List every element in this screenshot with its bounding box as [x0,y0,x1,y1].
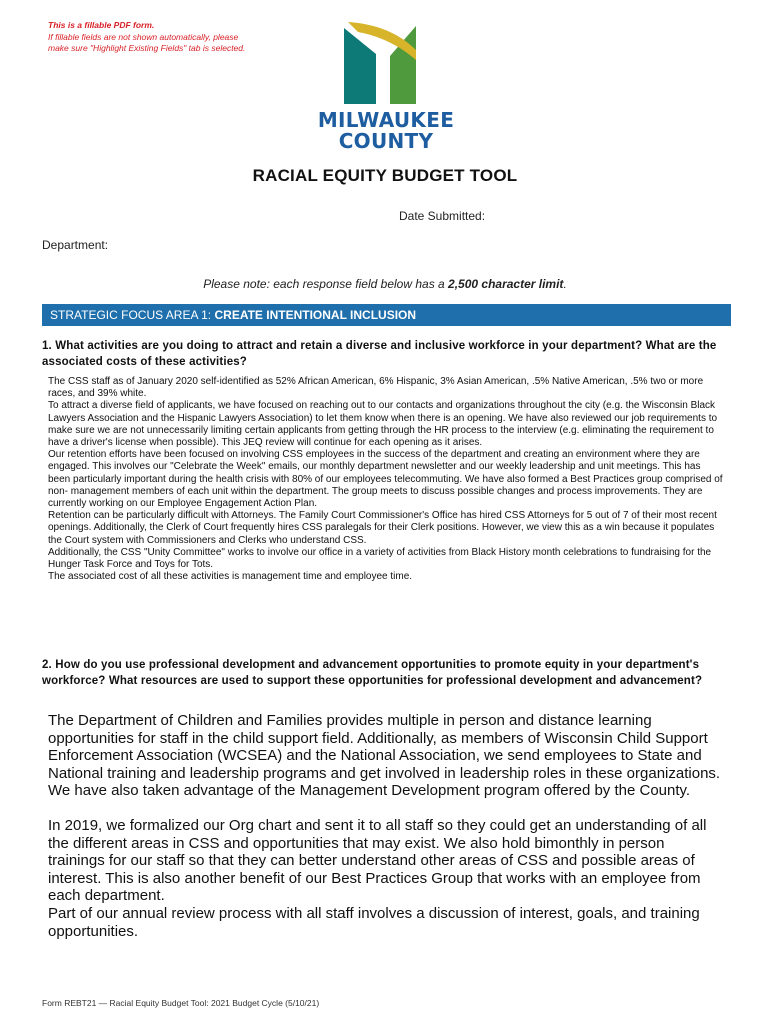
answer-1-paragraph: Retention can be particularly difficult with Attorneys. The Family Court Commissioner's Office has hired CSS Attorneys for 5 out of 7 of their most recent openings. Additionally, the Clerk of Court frequently hires CSS paralegals for their Clerk positions. However, we view this as a win because it populates the Court system with Commissioners and Clerks who understand CSS. [48,510,717,546]
logo-line-1: MILWAUKEE [317,108,455,132]
answer-1-paragraph: Additionally, the CSS "Unity Committee" works to involve our office in a variety of activities from Black History month celebrations to fundraising for the Hunger Task Force and Toys for Tots. [48,546,712,571]
note-prefix: Please note: each response field below has a [203,277,449,291]
form-footer: Form REBT21 — Racial Equity Budget Tool: 2021 Budget Cycle (5/10/21) [42,998,320,1008]
strategic-focus-banner [42,304,731,326]
question-1 [42,338,732,370]
page-title: RACIAL EQUITY BUDGET TOOL [252,166,518,185]
answer-2-paragraph: We have also taken advantage of the Management Development program offered by the County. [48,782,691,800]
question-2-number: 2. [42,659,52,671]
notice-line-1: This is a fillable PDF form. [48,20,155,30]
character-limit-note [0,277,770,291]
logo-line-2: COUNTY [338,129,434,153]
question-2 [42,657,732,689]
answer-1-paragraph: The associated cost of all these activities is management time and employee time. [48,571,413,583]
banner-label: STRATEGIC FOCUS AREA 1: [50,308,215,322]
notice-line-3: make sure "Highlight Existing Fields" tab is selected. [48,43,246,53]
department-field[interactable] [113,234,723,254]
logo-wordmark [312,110,460,152]
milwaukee-county-logo [338,20,426,104]
question-2-text: How do you use professional development and advancement opportunities to promote equity in your department's workforce? What resources are used to support these opportunities for professional development and advancement? [42,659,703,687]
department-label: Department: [42,238,109,252]
answer-1-paragraph: Our retention efforts have been focused on involving CSS employees in the success of the department and creating an environment where they are engaged. This involves our "Celebrate the Week" emails, our monthly department newsletter and our weekly leadership and unit meetings. This has been particularly important during the health crisis with 80% of our employees telecommuting. We have also formed a Best Practices group comprised of non- management members of each unit within the department. The group meets to discuss possible changes and process improvements. They are currently working on our Employee Engagement Action Plan. [48,449,723,510]
answer-2-paragraph: The Department of Children and Families provides multiple in person and distance learning opportunities for staff in the child support field. Additionally, as members of Wisconsin Child Support Enforcement Association (WCSEA) and the National Association, we send employees to State and National training and leadership programs and get involved in leadership roles in these organizations. [48,712,721,782]
answer-2-spacer [48,800,723,817]
banner-title: CREATE INTENTIONAL INCLUSION [214,308,417,322]
note-suffix: . [563,277,567,291]
answer-2-paragraph: Part of our annual review process with all staff involves a discussion of interest, goals, and training opportunities. [48,904,700,940]
notice-line-2: If fillable fields are not shown automatically, please [48,31,239,42]
answer-1-field[interactable] [48,376,723,583]
question-1-text: What activities are you doing to attract and retain a diverse and inclusive workforce in your department? What are the associated costs of these activities? [42,340,717,368]
question-1-number: 1. [42,340,52,352]
answer-1-paragraph: To attract a diverse field of applicants, we have focused on reaching out to our contacts and organizations throughout the city (e.g. the Wisconsin Black Lawyers Association and the Hispanic Lawyers Association) to let them know when there is an opening. We have also reviewed our job requirements to make sure we are not unnecessarily limiting certain applicants from getting through the HR process to the interview (e.g. eliminating the requirement to have a driver's license when possible). This JEQ review will continue for each opening as it arises. [48,400,718,449]
answer-1-paragraph: The CSS staff as of January 2020 self-identified as 52% African American, 6% Hispanic, 3% Asian American, .5% Native American, .5% two or more races, and 39% white. [48,376,704,400]
note-limit: 2,500 character limit [448,277,564,291]
date-submitted-field[interactable] [490,205,720,225]
date-submitted-label: Date Submitted: [399,209,486,223]
fillable-form-notice [48,20,245,55]
answer-2-field[interactable] [48,712,723,940]
answer-2-paragraph: In 2019, we formalized our Org chart and sent it to all staff so they could get an understanding of all the different areas in CSS and opportunities that may exist. We also hold bimonthly in person trainings for our staff so that they can better understand other areas of CSS and possible areas of interest. This is also another benefit of our Best Practices Group that works with an employee from each department. [48,816,707,905]
